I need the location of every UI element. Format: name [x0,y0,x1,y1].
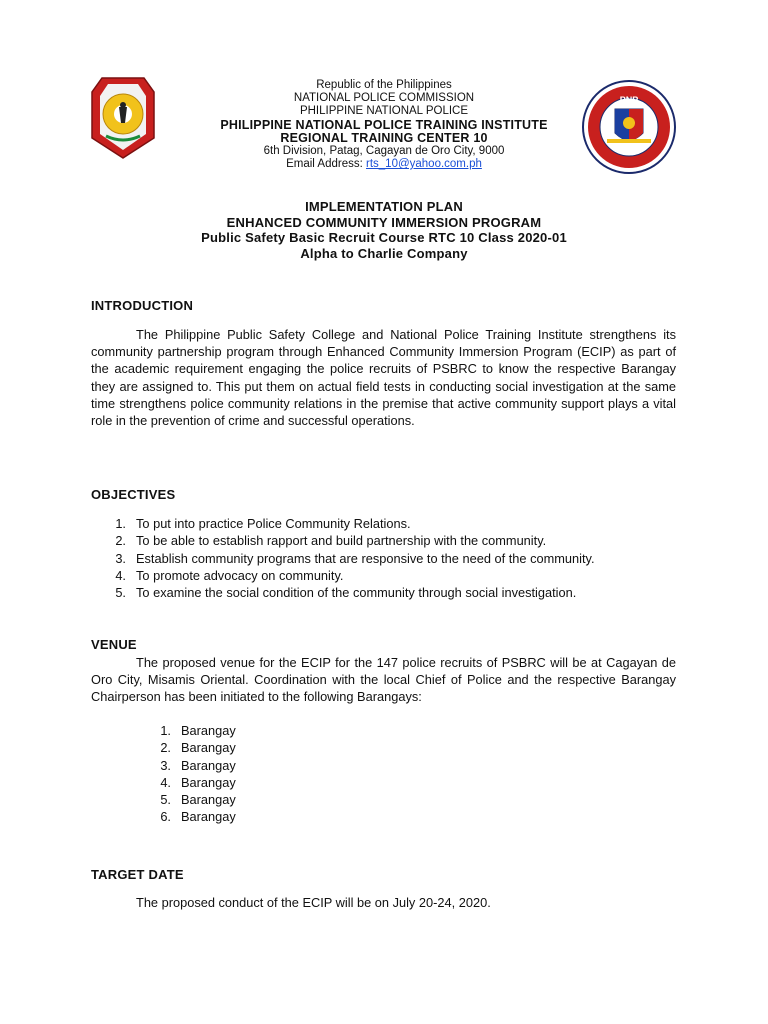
pnp-badge-text: PNP [619,95,639,105]
letterhead-address: 6th Division, Patag, Cagayan de Oro City, 9000 [263,145,505,158]
email-label: Email Address: [286,158,366,171]
pnpti-seal-logo [581,79,677,175]
list-item: 6. Barangay [160,809,236,825]
list-item: 2. To be able to establish rapport and build partnership with the community. [115,533,547,549]
letterhead-pnp: PHILIPPINE NATIONAL POLICE [299,105,469,118]
letterhead-republic: Republic of the Philippines [316,79,452,91]
letterhead-email-line [160,158,608,171]
title-line-1: IMPLEMENTATION PLAN [305,199,463,214]
objectives-heading: OBJECTIVES [91,487,176,502]
list-item: 4. To promote advocacy on community. [115,567,344,583]
barangay-text: Barangay [181,809,236,825]
introduction-paragraph [91,326,676,429]
introduction-heading: INTRODUCTION [91,298,194,313]
list-item: 4. Barangay [160,774,236,790]
barangay-text: Barangay [181,774,236,790]
title-line-3: Public Safety Basic Recruit Course RTC 10 Class 2020-01 [201,230,567,245]
plan-title [160,199,608,261]
email-link[interactable]: rts_10@yahoo.com.ph [366,158,482,171]
barangay-text: Barangay [181,740,236,756]
barangay-text: Barangay [181,792,236,808]
title-line-2: ENHANCED COMMUNITY IMMERSION PROGRAM [226,214,542,230]
venue-text: The proposed venue for the ECIP for the 147 police recruits of PSBRC will be at Cagayan de Oro City, Misamis Oriental. Coordination with the local Chief of Police and the respective Barangay Chairperson has been initiated to the following Barangays: [91,655,676,705]
introduction-text: The Philippine Public Safety College and National Police Training Institute strengthens its community partnership program through Enhanced Community Immersion Program (ECIP) as part of the academic requirement engaging the police recruits of PSBRC to know the respective Barangay they are assigned to. This put them on actual field tests in conducting social investigation at the same time strengthens police community relations in the premise that active community support plays a vital role in the prevention of crime and successful operations. [91,327,676,429]
list-item: 2. Barangay [160,740,236,756]
title-line-4: Alpha to Charlie Company [300,245,468,261]
venue-paragraph [91,654,676,706]
objective-text: To be able to establish rapport and build partnership with the community. [136,533,547,549]
objectives-list [110,515,595,601]
list-item: 1. To put into practice Police Community Relations. [115,516,411,531]
list-item: 3. Establish community programs that are responsive to the need of the community. [115,550,595,566]
list-item: 1. Barangay [160,723,236,738]
objective-text: Establish community programs that are responsive to the need of the community. [136,550,595,566]
pnp-seal-logo [88,74,158,160]
barangay-text: Barangay [181,757,236,773]
letterhead-napolcom: NATIONAL POLICE COMMISSION [293,92,475,105]
list-item: 3. Barangay [160,757,236,773]
target-date-text: The proposed conduct of the ECIP will be on July 20-24, 2020. [136,895,491,910]
venue-heading: VENUE [91,637,137,652]
barangay-text: Barangay [181,723,236,738]
list-item: 5. To examine the social condition of the community through social investigation. [115,585,577,601]
barangay-list [155,722,236,826]
objective-text: To promote advocacy on community. [136,567,344,583]
letterhead-pnpti: PHILIPPINE NATIONAL POLICE TRAINING INSTITUTE [220,117,548,132]
objective-text: To examine the social condition of the community through social investigation. [136,585,577,601]
letterhead-rtc: REGIONAL TRAINING CENTER 10 [280,130,488,145]
objective-text: To put into practice Police Community Relations. [136,516,411,531]
letterhead [160,79,608,171]
list-item: 5. Barangay [160,792,236,808]
target-date-heading: TARGET DATE [91,867,184,882]
